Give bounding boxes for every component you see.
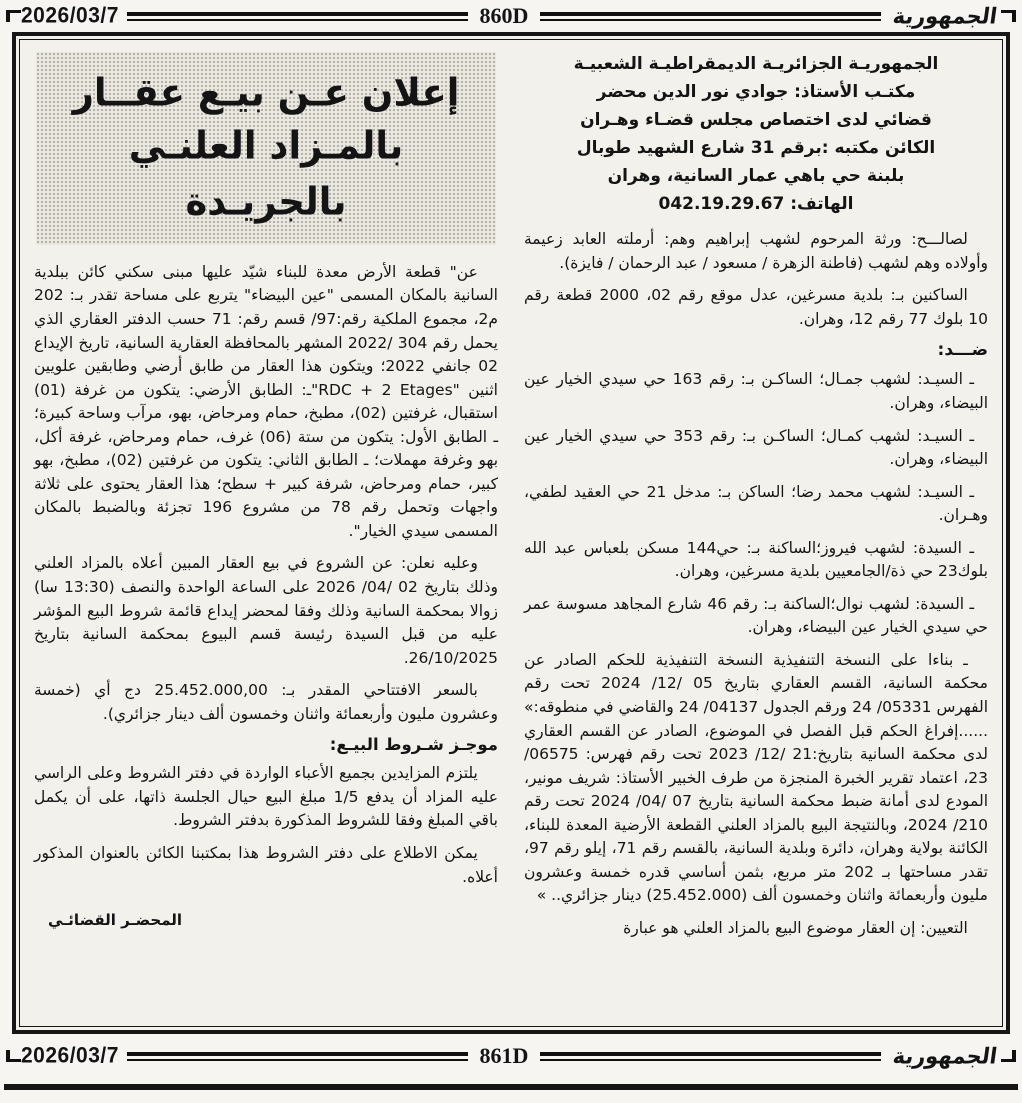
bottom-divider	[4, 1084, 1018, 1090]
corner-bracket-icon	[6, 1050, 21, 1062]
newspaper-logo: الجمهورية	[891, 1043, 999, 1069]
letterhead-line: الهاتف: 042.19.29.67	[658, 194, 854, 215]
opening-price: بالسعر الافتتاحي المقدر بـ: 25.452.000,00 دج أي (خمسة وعشرون مليون وأربعمائة واثنان وخمسون ألف دينار جزائري).	[34, 681, 498, 723]
sale-announcement: وعليه نعلن: عن الشروع في بيع العقار المبين أعلاه بالمزاد العلني وذلك بتاريخ 02 /04/ 2026 على الساعة الواحدة والنصف (13:30 سا) زوالا بمحكمة السانية وذلك وفقا لمحضر إيداع قائمة شروط البيع المؤشر عليه من قبل السيدة رئيسة قسم البيوع بمحكمة السانية بتاريخ 26/10/2025.	[34, 554, 498, 667]
party-item: ـ السيـد: لشهب محمد رضا؛ الساكن بـ: مدخل 21 حي العقيد لطفي، وهـران.	[524, 482, 988, 525]
letterhead-line: مكتـب الأستاذ: جوادي نور الدين محضر	[596, 82, 916, 103]
conditions-paragraph: يلتزم المزايدين بجميع الأعباء الواردة في دفتر الشروط وعلى الراسي عليه المزاد أن يدفع 1/5 مبلغ البيع حيال الجلسة ذاتها، على أن يكمل باقي المبلغ وفقا للشروط المذكورة بدفتر الشروط.	[34, 764, 498, 830]
auction-title-line: بالمـزاد العلنـي بالجريـدة	[128, 122, 404, 224]
page-header	[0, 0, 1022, 30]
letterhead-line: الكائن مكتبه :برقم 31 شارع الشهيد طوبال	[576, 138, 936, 159]
header-rule	[540, 12, 881, 21]
page-code: 861D	[479, 1043, 529, 1068]
designation-paragraph: التعيين: إن العقار موضوع البيع بالمزاد العلني هو عبارة	[623, 918, 968, 937]
issue-date: 2026/03/7	[21, 1043, 119, 1068]
footer-rule	[127, 1052, 468, 1061]
right-column	[524, 50, 988, 1016]
corner-bracket-icon	[6, 10, 21, 22]
newspaper-logo: الجمهورية	[891, 3, 999, 29]
auction-title-line: إعلان عـن بيـع عقــار	[72, 70, 460, 115]
page-code: 860D	[479, 3, 529, 28]
conditions-paragraph: يمكن الاطلاع على دفتر الشروط هذا بمكتبنا الكائن بالعنوان المذكور أعلاه.	[34, 843, 498, 886]
letterhead-line: الجمهوريـة الجزائريـة الديمقراطيـة الشعبيـة	[573, 54, 939, 74]
bailiff-signature: المحضـر القضائـي	[48, 911, 183, 930]
left-column	[34, 50, 498, 1016]
corner-bracket-icon	[1001, 10, 1016, 22]
beneficiaries-paragraph: لصالـــح: ورثة المرحوم لشهب إبراهيم وهم: أرملته العابد زعيمة وأولاده وهم لشهب (فاطنة الزهرة / مسعود / عبد الرحمان / فايزة).	[524, 230, 988, 272]
header-rule	[127, 12, 468, 21]
versus-heading: ضـــد:	[937, 340, 988, 361]
page-footer	[0, 1040, 1022, 1070]
party-item: ـ السيدة: لشهب نوال؛الساكنة بـ: رقم 46 شارع المجاهد مسوسة عمر حي سيدي الخيار عين البيضاء، وهران.	[524, 594, 988, 637]
property-description: عن" قطعة الأرض معدة للبناء شيّد عليها مبنى سكني كائن ببلدية السانية بالمكان المسمى "عين البيضاء" يتربع على مساحة تقدر بـ: 202 م2، مجموع الملكية رقم:97/ قسم رقم: 71 حسب الدفتر العقاري الذي يحمل رقم 304 /2022 المشهر بالمحافظة العقارية السانية، تاريخ الإيداع 02 جانفي 2022؛ ويتكون هذا العقار من طابق أرضي وطابقين علويين اثنين "RDC + 2 Etages"ـ: الطابق الأرضي: يتكون من غرفة (01) استقبال، غرفتين (02)، مطبخ، حمام ومرحاض، بهو، مرآب وساحة كبيرة؛ ـ الطابق الأول: يتكون من ستة (06) غرف، حمام ومرحاض، غرفة أكل، بهو وغرفة مهملات؛ ـ الطابق الثاني: يتكون من غرفتين (02)، مطبخ، بهو كبير، حمام ومرحاض، شرفة كبير + سطح؛ هذا العقار يحتوى على ثلاثة واجهات وتحمل رقم 78 من مشروع 196 تجزئة وبالضبط بالمكان المسمى سيدي الخيار".	[34, 262, 499, 540]
conditions-heading: موجـز شـروط البيـع:	[329, 735, 498, 755]
notice-frame	[12, 32, 1010, 1034]
notice-frame-inner	[19, 39, 1003, 1027]
party-item: ـ السيـد: لشهب جمـال؛ الساكـن بـ: رقم 163 حي سيدي الخيار عين البيضاء، وهران.	[524, 370, 988, 413]
letterhead	[524, 50, 988, 218]
residence-paragraph: الساكنين بـ: بلدية مسرغين، عدل موقع رقم 02، 2000 قطعة رقم 10 بلوك 77 رقم 12، وهران.	[524, 286, 988, 328]
auction-title-box	[36, 52, 496, 245]
footer-rule	[540, 1052, 881, 1061]
issue-date: 2026/03/7	[21, 3, 119, 28]
corner-bracket-icon	[1001, 1050, 1016, 1062]
letterhead-line: قضائي لدى اختصاص مجلس قضـاء وهـران	[580, 110, 932, 131]
letterhead-line: بلبنة حي باهي عمار السانية، وهران	[607, 166, 905, 187]
judgment-paragraph: ـ بناءا على النسخة التنفيذية النسخة التنفيذية للحكم الصادر عن محكمة السانية، القسم العقاري بتاريخ 05 /12/ 2024 تحت رقم الفهرس 05331/ 24 ورقم الجدول 04137/ 24 والقاضي في منطوقه:» ......إفراغ الحكم قبل الفصل في الموضوع، الصادر عن القسم العقاري لدى محكمة السانية بتاريخ:21 /12/ 2023 تحت رقم فهرس: 06575/ 23، اعتماد تقرير الخبرة المنجزة من طرف الخبير الأستاذ: شريف مونير، المودع لدى أمانة ضبط محكمة السانية بتاريخ 07 /04/ 2024 تحت رقم 210/ 2024، وبالنتيجة البيع بالمزاد العلني القطعة الأرضية المعدة للبناء، الكائنة بولاية وهران، دائرة وبلدية السانية، بالقسم رقم 71، إيلو رقم 97، تقدر مساحتها بـ 202 متر مربع، بثمن أساسي قدره خمسة وعشرون مليون وأربعمائة واثنان وخمسون ألف (25.452.000) دينار جزائري.. »	[524, 650, 989, 905]
party-item: ـ السيـد: لشهب كمـال؛ الساكـن بـ: رقم 353 حي سيدي الخيار عين البيضاء، وهران.	[524, 426, 988, 469]
party-item: ـ السيدة: لشهب فيروز؛الساكنة بـ: حي144 مسكن بلعباس عبد الله بلوك23 حي ذة/الجامعيين بلدية مسرغين، وهران.	[524, 538, 988, 581]
